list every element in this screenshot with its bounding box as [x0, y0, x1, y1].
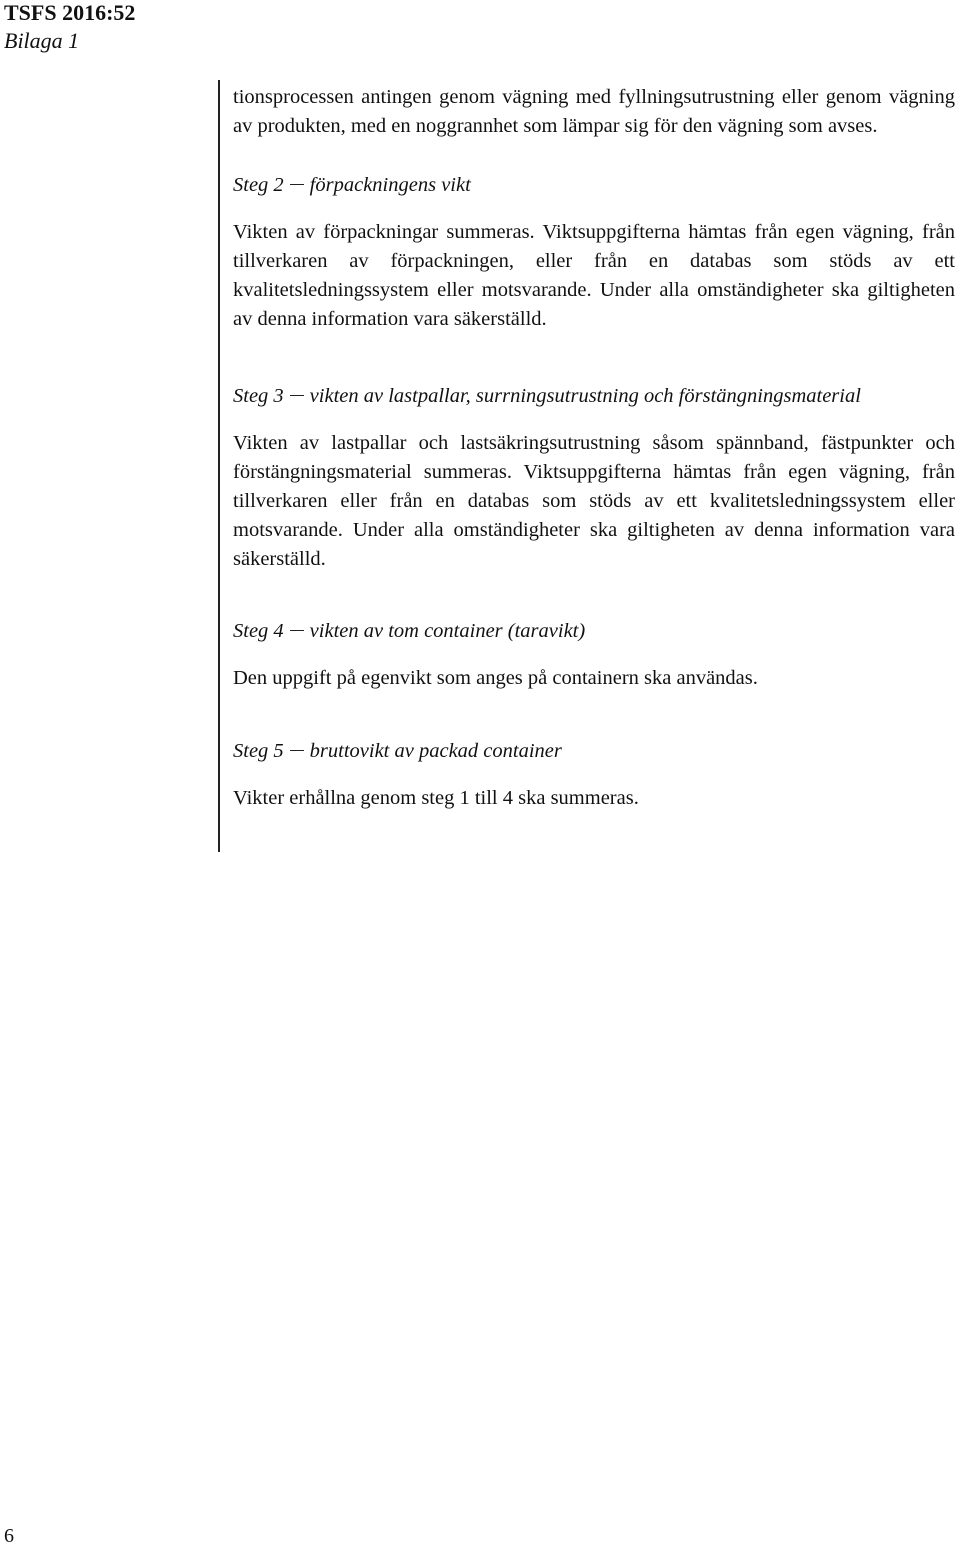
step3-paragraph: Vikten av lastpallar och lastsäkringsutrustning såsom spännband, fästpunkter och förstängningsmaterial summeras. Viktsuppgifterna hämtas från egen vägning, från tillverkaren eller från en databas som stöds av ett kvalitetsledningssystem eller motsvarande. Under alla omständigheter ska giltigheten av denna information vara säkerställd.	[233, 432, 955, 570]
step5-title: bruttovikt av packad container	[309, 740, 562, 762]
intro-paragraph: tionsprocessen antingen genom vägning med fyllningsutrustning eller genom vägning av produkten, med en noggrannhet som lämpar sig för den vägning som avses.	[233, 86, 955, 137]
change-bar	[218, 80, 220, 852]
step4-paragraph: Den uppgift på egenvikt som anges på containern ska användas.	[233, 667, 758, 689]
dash-icon	[290, 630, 304, 631]
step2-heading	[233, 171, 955, 200]
step2-label: Steg 2	[233, 174, 284, 196]
step2-paragraph: Vikten av förpackningar summeras. Viktsuppgifterna hämtas från egen vägning, från tillverkaren av förpackningen, eller från en databas som stöds av ett kvalitetsledningssystem eller motsvarande. Under alla omständigheter ska giltigheten av denna information vara säkerställd.	[233, 221, 955, 330]
document-header-annex: Bilaga 1	[4, 28, 80, 53]
step4-label: Steg 4	[233, 620, 284, 642]
step5-paragraph: Vikter erhållna genom steg 1 till 4 ska summeras.	[233, 787, 639, 809]
step2-title: förpackningens vikt	[309, 174, 471, 196]
step4-title: vikten av tom container (taravikt)	[309, 620, 586, 642]
step4-heading	[233, 617, 955, 646]
document-header-code: TSFS 2016:52	[4, 0, 136, 25]
dash-icon	[290, 184, 304, 185]
dash-icon	[290, 750, 304, 751]
step5-heading	[233, 737, 955, 766]
step3-title: vikten av lastpallar, surrningsutrustning och förstängningsmaterial	[309, 385, 861, 407]
step5-label: Steg 5	[233, 740, 284, 762]
step3-heading	[233, 382, 955, 411]
step3-label: Steg 3	[233, 385, 284, 407]
document-content	[233, 83, 955, 813]
page-number: 6	[4, 1525, 14, 1547]
dash-icon	[290, 395, 304, 396]
